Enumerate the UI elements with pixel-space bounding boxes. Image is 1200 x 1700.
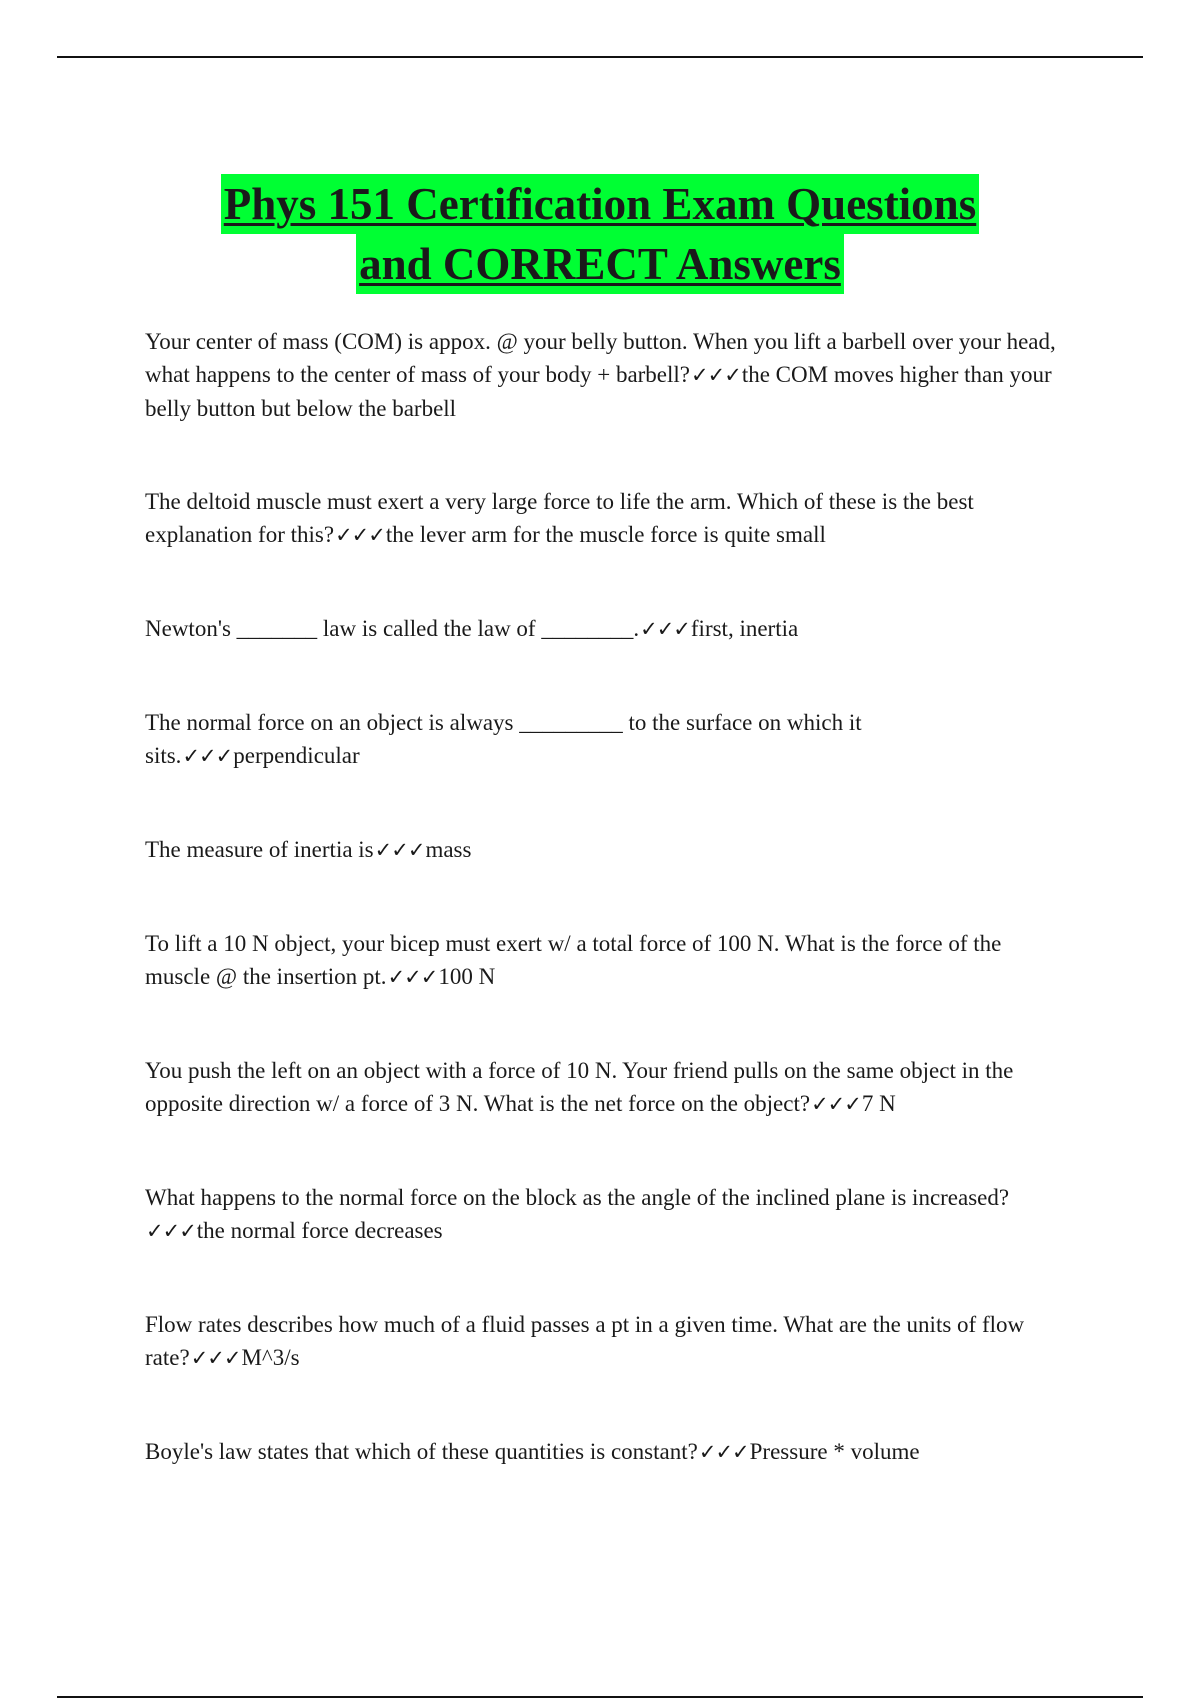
question-list	[145, 325, 1060, 1529]
question-text: Boyle's law states that which of these quantities is constant?	[145, 1439, 698, 1464]
bottom-rule	[57, 1696, 1143, 1698]
check-marks: ✓✓✓	[182, 744, 233, 768]
answer-text: first, inertia	[690, 616, 799, 641]
qa-item	[145, 1054, 1060, 1121]
check-marks: ✓✓✓	[811, 1092, 861, 1116]
qa-item	[145, 927, 1060, 994]
qa-item	[145, 485, 1060, 552]
check-marks: ✓✓✓	[374, 838, 425, 862]
question-text: Your center of mass (COM) is appox. @ your belly button. When you lift a barbell over your head, what happens to the center of mass of your body + barbell?	[145, 329, 1056, 387]
qa-item	[145, 1435, 1060, 1469]
check-marks: ✓✓✓	[387, 965, 438, 989]
qa-item	[145, 612, 1060, 646]
title-line-1: Phys 151 Certification Exam Questions	[221, 174, 979, 234]
answer-text: 100 N	[438, 964, 496, 989]
answer-text: the normal force decreases	[196, 1218, 443, 1243]
question-text: Newton's _______ law is called the law of ________.	[145, 616, 640, 641]
question-text: The measure of inertia is	[145, 837, 374, 862]
top-rule	[57, 56, 1143, 58]
qa-item	[145, 833, 1060, 867]
question-text: The normal force on an object is always _________ to the surface on which it sits.	[145, 710, 862, 768]
check-marks: ✓✓✓	[190, 1346, 241, 1370]
answer-text: the lever arm for the muscle force is quite small	[385, 522, 826, 547]
answer-text: Pressure * volume	[749, 1439, 920, 1464]
question-text: Flow rates describes how much of a fluid passes a pt in a given time. What are the units of flow rate?	[145, 1312, 1025, 1370]
question-text: You push the left on an object with a force of 10 N. Your friend pulls on the same object in the opposite direction w/ a force of 3 N. What is the net force on the object?	[145, 1058, 1014, 1116]
qa-item	[145, 1181, 1060, 1248]
answer-text: the COM moves higher than your belly button but below the barbell	[145, 362, 1052, 421]
document-title	[100, 174, 1100, 294]
answer-text: M^3/s	[241, 1345, 300, 1370]
question-text: What happens to the normal force on the block as the angle of the inclined plane is increased?	[145, 1185, 1010, 1210]
answer-text: mass	[425, 837, 472, 862]
check-marks: ✓✓✓	[146, 1219, 196, 1243]
qa-item	[145, 1308, 1060, 1375]
qa-item	[145, 325, 1060, 425]
check-marks: ✓✓✓	[698, 1440, 749, 1464]
answer-text: 7 N	[861, 1091, 896, 1116]
question-text: The deltoid muscle must exert a very large force to life the arm. Which of these is the best explanation for this?	[145, 489, 974, 547]
title-line-2: and CORRECT Answers	[356, 234, 844, 294]
check-marks: ✓✓✓	[691, 363, 741, 387]
check-marks: ✓✓✓	[335, 523, 385, 547]
check-marks: ✓✓✓	[640, 617, 690, 641]
answer-text: perpendicular	[233, 743, 360, 768]
qa-item	[145, 706, 1060, 773]
question-text: To lift a 10 N object, your bicep must exert w/ a total force of 100 N. What is the force of the muscle @ the insertion pt.	[145, 931, 1002, 989]
